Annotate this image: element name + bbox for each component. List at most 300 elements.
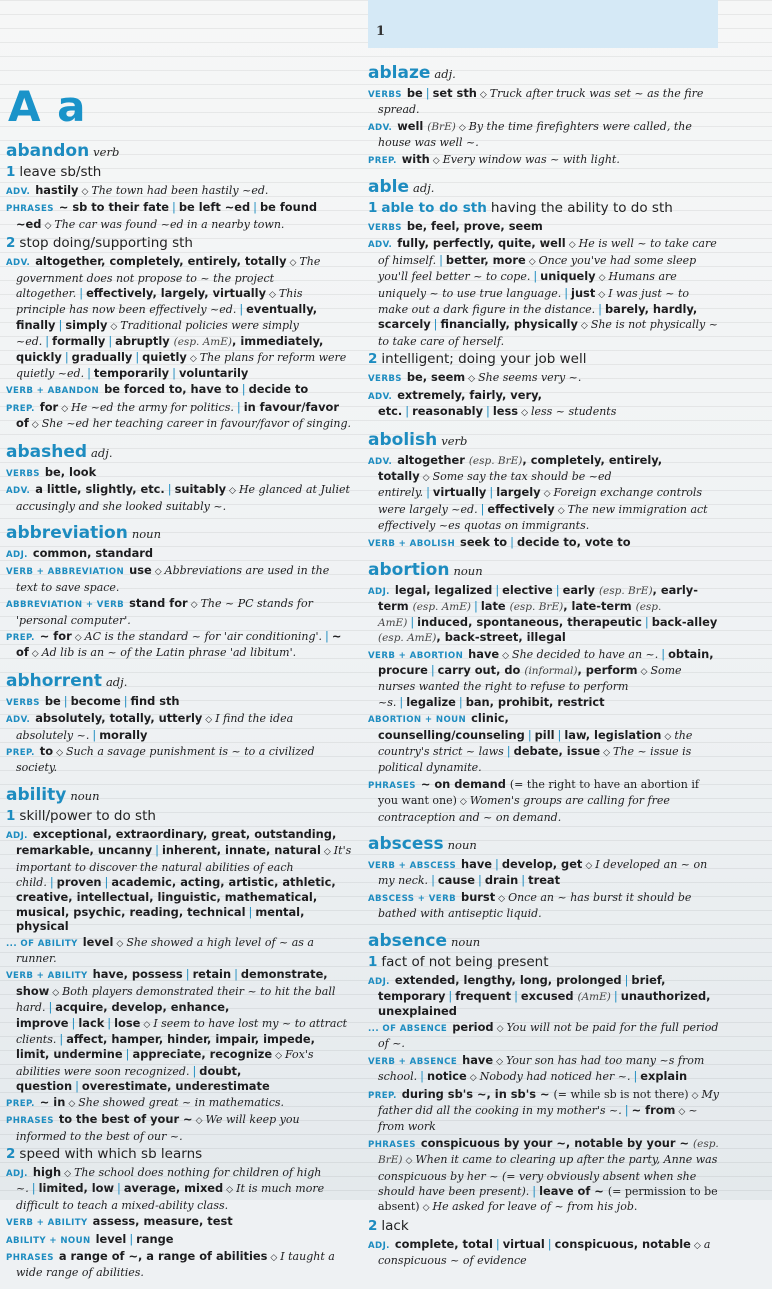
example-sentence: AC is the standard ~ for 'air conditioning'. (84, 629, 323, 643)
collocate: extended, lengthy, long, prolonged (394, 972, 622, 987)
separator-pipe: | (624, 972, 629, 987)
example-sentence: She seems very ~. (478, 371, 582, 385)
part-of-speech: adj. (91, 445, 113, 460)
example-marker-icon: ◇ (68, 1098, 76, 1109)
collocate: abruptly (115, 334, 174, 349)
separator-pipe: | (495, 1236, 500, 1251)
separator-pipe: | (405, 404, 410, 419)
example-sentence: ~ from work (378, 1103, 698, 1134)
collocation-text (378, 236, 718, 347)
collocate: set sth (432, 86, 477, 100)
separator-pipe: | (458, 694, 463, 709)
example-marker-icon: ◇ (693, 1240, 701, 1251)
collocate: hastily (35, 183, 79, 197)
collocation-label: ADV. (6, 715, 31, 726)
right-column (368, 62, 720, 1277)
separator-pipe: | (79, 286, 84, 301)
example-sentence: When it came to clearing up after the party, Anne was conspicuous by her ~ (= very obviously absent when she should have been present). (378, 1153, 718, 1198)
separator-pipe: | (185, 967, 190, 982)
collocation-block (368, 453, 720, 534)
collocation-label: VERBS (368, 223, 402, 234)
collocation-label: ADV. (368, 240, 393, 251)
part-of-speech: adj. (413, 181, 435, 196)
collocate: find sth (130, 693, 180, 708)
example-marker-icon: ◇ (61, 403, 69, 414)
separator-pipe: | (613, 989, 618, 1004)
collocation-block (6, 711, 352, 743)
separator-pipe: | (633, 1069, 638, 1084)
register-note: (esp. AmE) (378, 601, 662, 629)
collocate: just (571, 285, 596, 300)
example-marker-icon: ◇ (189, 353, 197, 364)
collocation-text (45, 465, 96, 479)
part-of-speech: noun (131, 526, 161, 541)
collocate: carry out, do (437, 662, 525, 677)
collocation-text (16, 254, 346, 380)
sense-definition: skill/power to do sth (19, 807, 156, 824)
collocation-label: ADJ. (6, 549, 28, 560)
collocation-block (368, 1087, 720, 1135)
separator-pipe: | (555, 582, 560, 597)
dictionary-entry (6, 522, 352, 662)
collocation-text (378, 86, 703, 116)
collocation-text (16, 967, 347, 1093)
collocate: effectively, largely, virtually (86, 286, 266, 301)
separator-pipe: | (598, 302, 602, 317)
collocation-block (6, 546, 352, 562)
sense-definition: intelligent; doing your job well (381, 351, 587, 368)
collocation-text (35, 183, 268, 197)
sense-heading (368, 199, 720, 218)
separator-pipe: | (521, 873, 526, 888)
collocate: decide to (248, 382, 309, 397)
collocate: to the best of your ~ (58, 1112, 193, 1127)
separator-pipe: | (430, 662, 435, 677)
separator-pipe: | (92, 727, 97, 742)
collocation-text (407, 219, 543, 233)
part-of-speech: adj. (105, 674, 128, 689)
example-sentence: The plans for reform were quietly ~ed. (16, 350, 347, 381)
separator-pipe: | (410, 614, 415, 629)
collocate: to (39, 743, 54, 758)
collocate: seek to (460, 534, 508, 549)
collocation-text (16, 1165, 324, 1212)
collocate: , late-term (563, 599, 636, 614)
sense-number: 2 (6, 1145, 16, 1162)
sense-number: 1 (6, 164, 16, 180)
separator-pipe: | (527, 727, 532, 742)
dictionary-entry (368, 62, 720, 168)
part-of-speech: verb (441, 433, 468, 448)
example-marker-icon: ◇ (459, 797, 467, 808)
collocate: , completely, entirely, totally (378, 452, 663, 483)
collocation-label: ADV. (368, 391, 393, 402)
collocate: eventually, finally (16, 302, 318, 332)
collocate: appreciate, recognize (132, 1047, 273, 1062)
headword: abandon (6, 141, 90, 161)
part-of-speech: noun (451, 934, 481, 949)
headword: abolish (368, 429, 438, 450)
collocation-text (16, 400, 351, 430)
collocate: complete, total (394, 1236, 493, 1251)
example-sentence: a conspicuous ~ of evidence (378, 1237, 711, 1268)
separator-pipe: | (108, 334, 113, 349)
collocate: range (136, 1231, 174, 1246)
sense-definition: stop doing/supporting sth (19, 235, 193, 252)
gloss: (= permission to be absent) (378, 1184, 718, 1214)
separator-pipe: | (399, 694, 404, 709)
example-marker-icon: ◇ (691, 1090, 699, 1101)
separator-pipe: | (172, 200, 176, 215)
sense-heading (6, 807, 352, 826)
separator-pipe: | (547, 1236, 552, 1251)
separator-pipe: | (514, 989, 518, 1004)
headword: absence (368, 930, 447, 951)
collocation-block (6, 1095, 352, 1111)
sense-heading (6, 1145, 352, 1164)
collocation-text (402, 152, 620, 166)
collocate: use (129, 563, 152, 578)
example-sentence: He glanced at Juliet accusingly and she looked suitably ~. (16, 483, 350, 513)
separator-pipe: | (167, 482, 172, 497)
example-sentence: I find the idea absolutely ~. (16, 712, 294, 742)
example-marker-icon: ◇ (229, 486, 236, 497)
dictionary-entry (6, 784, 352, 1281)
headword: abscess (368, 834, 444, 855)
collocate: have, possess (92, 967, 183, 982)
collocate: suitably (174, 482, 227, 497)
collocation-text (378, 453, 708, 533)
gloss: (= the right to have an abortion if you want one) (378, 777, 699, 808)
separator-pipe: | (123, 693, 128, 708)
collocation-block (368, 1053, 720, 1086)
collocation-label: ABSCESS + VERB (368, 893, 457, 904)
example-marker-icon: ◇ (496, 1056, 503, 1067)
entry-headword-line (6, 522, 352, 545)
collocate: less (492, 404, 519, 419)
register-note: (informal) (524, 664, 578, 677)
collocate: be, look (44, 464, 97, 479)
headword: abashed (6, 441, 88, 462)
collocation-text (16, 711, 293, 741)
separator-pipe: | (104, 875, 109, 889)
example-marker-icon: ◇ (498, 893, 506, 904)
collocate: absolutely, totally, utterly (35, 711, 203, 726)
collocation-text (16, 482, 350, 512)
example-marker-icon: ◇ (528, 256, 536, 267)
collocate: have (462, 1052, 494, 1067)
collocation-block (368, 647, 720, 711)
example-marker-icon: ◇ (664, 731, 672, 742)
example-sentence: The school does nothing for children of high ~. (16, 1165, 322, 1196)
collocation-block (6, 744, 352, 776)
collocation-label: ADV. (6, 258, 31, 269)
example-sentence: less ~ students (530, 405, 617, 419)
collocate: gradually (71, 349, 133, 364)
collocate: demonstrate, show (16, 967, 328, 998)
collocation-block (6, 465, 352, 481)
collocation-block (6, 935, 352, 967)
dictionary-entry (368, 429, 720, 551)
example-marker-icon: ◇ (496, 1023, 504, 1034)
collocate: reasonably (412, 404, 484, 419)
collocate: retain (192, 967, 232, 982)
collocate: induced, spontaneous, therapeutic (417, 614, 642, 629)
collocate: be, seem (406, 370, 466, 385)
collocation-label: ABORTION + NOUN (368, 715, 467, 726)
entry-headword-line (6, 784, 352, 807)
collocation-label: VERB + ABBREVIATION (6, 567, 125, 578)
collocation-text (16, 1249, 335, 1279)
collocation-label: VERB + ABANDON (6, 386, 100, 397)
dictionary-entry (6, 140, 352, 433)
collocation-text (33, 546, 153, 560)
collocate: morally (99, 727, 148, 742)
collocation-block (368, 86, 720, 118)
example-marker-icon: ◇ (270, 1252, 278, 1263)
part-of-speech: verb (93, 145, 120, 159)
collocate: ~ in (39, 1094, 66, 1109)
sense-heading (6, 163, 352, 182)
collocation-label: ... OF ABILITY (6, 938, 78, 949)
collocation-label: PREP. (6, 632, 35, 643)
sense-definition: fact of not being present (381, 953, 549, 970)
example-sentence: She showed a high level of ~ as a runner. (16, 935, 314, 966)
separator-pipe: | (59, 1032, 64, 1047)
example-sentence: She decided to have an ~. (512, 647, 659, 661)
collocation-block (6, 400, 352, 433)
collocation-label: VERB + ABOLISH (368, 538, 456, 549)
example-sentence: I taught a wide range of abilities. (16, 1249, 335, 1280)
example-marker-icon: ◇ (31, 420, 39, 431)
separator-pipe: | (253, 200, 257, 215)
sense-definition: having the ability to do sth (490, 200, 673, 217)
collocate: explain (640, 1069, 688, 1084)
collocate: debate, issue (513, 744, 601, 758)
example-sentence: Some nurses wanted the right to refuse to perform ~s. (378, 663, 682, 709)
collocate: lose (114, 1015, 141, 1030)
example-sentence: This principle has now been effectively ~ed. (16, 287, 303, 317)
collocate: common, standard (32, 545, 154, 560)
collocation-block (368, 973, 720, 1019)
example-sentence: By the time firefighters were called, the house was well ~. (378, 119, 692, 150)
collocation-block (368, 1136, 720, 1216)
collocation-block (368, 119, 720, 151)
collocate: a little, slightly, etc. (35, 482, 165, 497)
collocation-label: ADJ. (368, 586, 390, 597)
collocation-block (368, 711, 720, 776)
collocate: largely (496, 485, 541, 500)
collocate: high (32, 1164, 62, 1179)
headword: able (368, 177, 409, 198)
collocate: extremely, fairly, very, etc. (378, 387, 542, 419)
collocate: late (480, 599, 510, 614)
collocate: academic, acting, artistic, athletic, creative, intellectual, linguistic, mathematical, musical, psychic, reading, technical (16, 875, 336, 919)
separator-pipe: | (480, 501, 485, 516)
separator-pipe: | (433, 317, 438, 332)
collocation-label: ABBREVIATION + VERB (6, 600, 125, 611)
collocate: treat (528, 873, 561, 888)
example-marker-icon: ◇ (56, 747, 63, 758)
example-marker-icon: ◇ (269, 290, 276, 301)
headword: ablaze (368, 63, 431, 83)
collocate: better, more (445, 252, 526, 267)
collocate: back-alley (651, 614, 718, 629)
collocate: ~ from (631, 1102, 676, 1117)
collocation-label: VERB + ABORTION (368, 650, 464, 661)
register-note: (esp. BrE) (468, 454, 523, 467)
collocation-text (40, 1095, 284, 1109)
example-sentence: My father did all the cooking in my mother's ~. (378, 1087, 719, 1117)
example-sentence: Truck after truck was set ~ as the fire spread. (378, 87, 704, 117)
collocation-block (6, 694, 352, 710)
collocation-block (368, 535, 720, 551)
collocate: ~ sb to their fate (58, 200, 170, 215)
example-marker-icon: ◇ (143, 1019, 151, 1030)
collocation-label: ADJ. (6, 1168, 28, 1179)
example-sentence: I seem to have lost my ~ to attract clients. (16, 1016, 348, 1047)
register-note: (esp. AmE) (173, 336, 233, 349)
headword: abortion (368, 559, 450, 580)
collocate: , perform (577, 662, 638, 677)
collocate: legalize (406, 694, 456, 709)
separator-pipe: | (64, 349, 69, 364)
dictionary-entry (6, 670, 352, 776)
collocation-block (6, 482, 352, 514)
example-marker-icon: ◇ (458, 122, 466, 133)
collocate: during sb's ~, in sb's ~ (401, 1086, 554, 1101)
example-sentence: He ~ed the army for politics. (71, 400, 234, 414)
collocate: level (95, 1231, 127, 1246)
separator-pipe: | (477, 873, 482, 888)
collocate: ~ of (16, 628, 342, 660)
sense-heading (368, 953, 720, 972)
separator-pipe: | (495, 582, 500, 597)
collocation-block (6, 183, 352, 199)
example-sentence: She is not physically ~ to take care of herself. (378, 318, 718, 348)
collocate: legal, legalized (394, 582, 493, 597)
entry-headword-line (6, 441, 352, 464)
entry-headword-line (6, 670, 352, 693)
example-sentence: The town had been hastily ~ed. (91, 184, 269, 197)
example-sentence: She ~ed her teaching career in favour/favor of singing. (41, 417, 352, 431)
register-note: (AmE) (577, 991, 611, 1004)
example-marker-icon: ◇ (74, 632, 82, 643)
part-of-speech: adj. (434, 67, 456, 81)
collocate: cause (437, 873, 475, 888)
separator-pipe: | (236, 399, 241, 414)
separator-pipe: | (474, 599, 478, 614)
collocation-label: PREP. (368, 1090, 397, 1101)
collocate: burst (461, 889, 496, 904)
separator-pipe: | (510, 534, 514, 549)
collocation-text (378, 973, 710, 1019)
example-sentence: He asked for leave of ~ from his job. (432, 1200, 638, 1214)
collocation-label: PREP. (368, 155, 397, 166)
separator-pipe: | (325, 628, 329, 643)
collocate: be, feel, prove, seem (406, 219, 543, 234)
dictionary-entry (368, 176, 720, 420)
example-marker-icon: ◇ (422, 472, 430, 483)
collocate: well (397, 118, 428, 133)
collocation-text (378, 1237, 710, 1267)
collocate: average, mixed (123, 1181, 224, 1196)
collocate: quietly (142, 349, 187, 364)
collocation-block (6, 827, 352, 934)
example-sentence: You will not be paid for the full period of ~. (378, 1020, 719, 1051)
collocation-block (368, 857, 720, 889)
collocate: voluntarily (178, 366, 249, 381)
collocate: early (562, 582, 599, 597)
entry-headword-line (368, 176, 720, 199)
separator-pipe: | (426, 485, 430, 500)
collocation-label: ADV. (368, 122, 393, 133)
collocate: formally (52, 334, 106, 349)
collocate: altogether, completely, entirely, totally (35, 254, 287, 269)
separator-pipe: | (624, 1102, 629, 1117)
collocate: be forced to, have to (104, 382, 239, 397)
separator-pipe: | (107, 1015, 112, 1030)
collocate: be (44, 693, 61, 708)
collocate: stand for (129, 596, 188, 611)
separator-pipe: | (486, 404, 490, 419)
collocation-block (368, 777, 720, 825)
collocate: simply (65, 317, 108, 332)
example-sentence: Ad lib is an ~ of the Latin phrase 'ad libitum'. (41, 646, 297, 660)
separator-pipe: | (425, 86, 430, 100)
collocate: mental, physical (16, 904, 305, 934)
sense-keyword: able to do sth (381, 200, 487, 217)
collocation-label: ADV. (6, 187, 31, 197)
collocate: for (39, 399, 59, 414)
separator-pipe: | (63, 693, 68, 708)
collocation-label: ADJ. (6, 830, 28, 841)
collocation-label: PHRASES (368, 1139, 416, 1150)
collocate: overestimate, underestimate (81, 1079, 270, 1094)
sense-number: 1 (368, 953, 378, 970)
collocation-block (6, 1232, 352, 1248)
collocation-block (6, 596, 352, 628)
separator-pipe: | (533, 269, 538, 284)
separator-pipe: | (31, 1181, 36, 1196)
separator-pipe: | (71, 1015, 76, 1030)
example-sentence: The car was found ~ed in a nearby town. (54, 217, 285, 231)
example-marker-icon: ◇ (52, 987, 60, 998)
collocation-block (6, 1214, 352, 1230)
example-marker-icon: ◇ (405, 1156, 413, 1167)
collocation-text (378, 388, 616, 418)
collocation-block (6, 200, 352, 233)
dictionary-entry (6, 441, 352, 514)
example-marker-icon: ◇ (468, 374, 476, 385)
separator-pipe: | (506, 744, 511, 758)
collocate: level (82, 934, 114, 949)
register-note: (esp. BrE) (378, 1137, 719, 1167)
collocation-block (368, 583, 720, 646)
collocate: period (452, 1019, 494, 1034)
example-marker-icon: ◇ (289, 258, 297, 269)
example-marker-icon: ◇ (543, 489, 551, 500)
example-marker-icon: ◇ (64, 1168, 72, 1179)
collocation-text (378, 1087, 719, 1134)
separator-pipe: | (431, 873, 435, 888)
example-sentence: The government does not propose to ~ the project altogether. (16, 255, 321, 301)
separator-pipe: | (125, 1047, 130, 1062)
example-marker-icon: ◇ (81, 187, 89, 197)
collocate: affect, hamper, hinder, impair, impede, limit, undermine (16, 1032, 315, 1062)
example-marker-icon: ◇ (195, 1116, 203, 1127)
separator-pipe: | (564, 285, 569, 300)
